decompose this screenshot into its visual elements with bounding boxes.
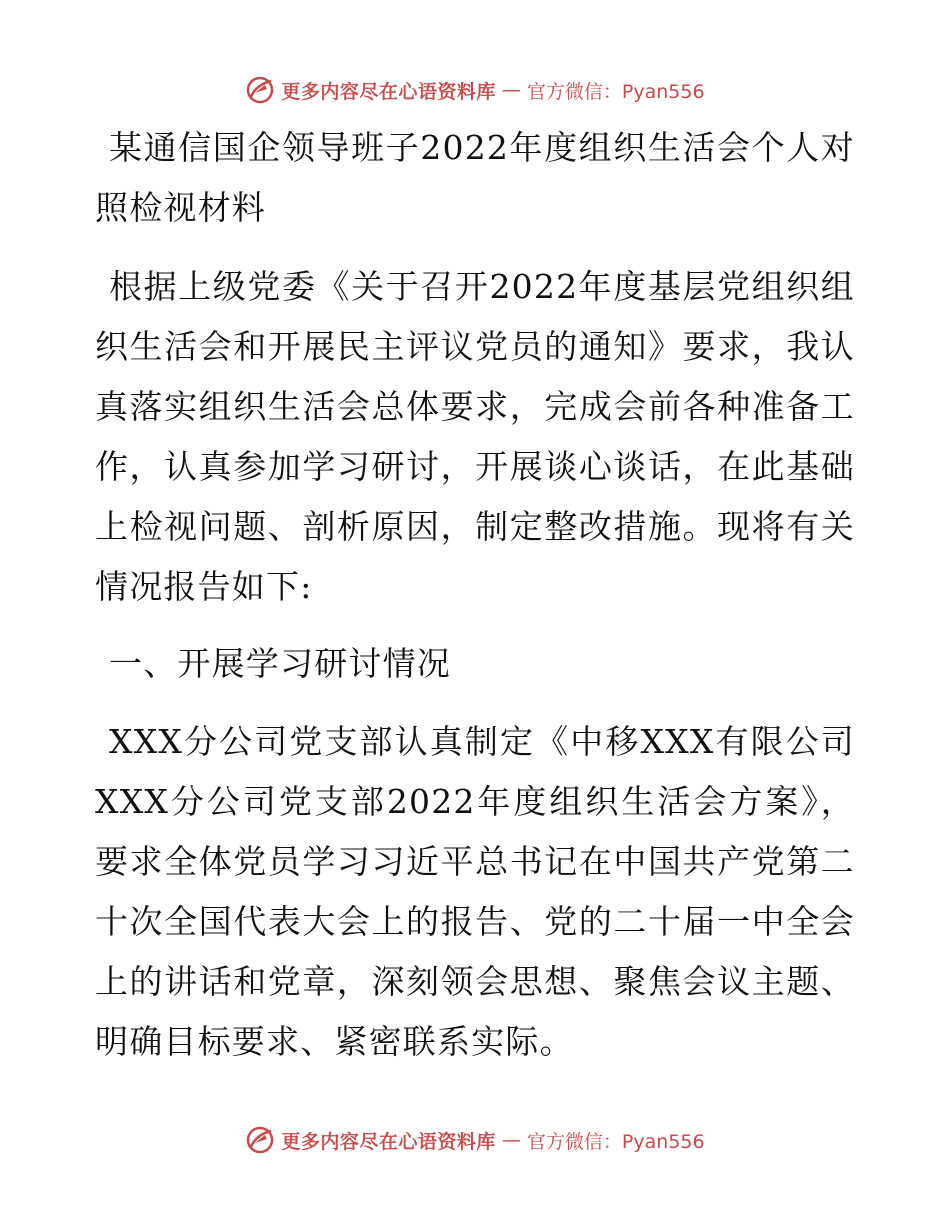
footer-watermark — [0, 1120, 950, 1160]
watermark-wechat: 官方微信：Pyan556 — [526, 1130, 705, 1153]
watermark-wechat: 官方微信：Pyan556 — [526, 80, 705, 103]
section-body: XXX分公司党支部认真制定《中移XXX有限公司XXX分公司党支部2022年度组织生活会方案》，要求全体党员学习习近平总书记在中国共产党第二十次全国代表大会上的报告、党的二十届一中全会上的讲话和党章，深刻领会思想、聚焦会议主题、明确目标要求、紧密联系实际。 — [95, 722, 855, 1061]
document-body — [95, 118, 855, 1089]
watermark-brand-text: 更多内容尽在心语资料库 — [281, 80, 496, 103]
header-watermark — [0, 70, 950, 110]
watermark-separator: — — [501, 1129, 521, 1151]
section-heading: 一、开展学习研讨情况 — [109, 644, 451, 683]
brand-logo-icon — [245, 1125, 275, 1155]
watermark-separator: — — [501, 79, 521, 101]
watermark-brand-text: 更多内容尽在心语资料库 — [281, 1130, 496, 1153]
intro-paragraph: 根据上级党委《关于召开2022年度基层党组织组织生活会和开展民主评议党员的通知》要求，我认真落实组织生活会总体要求，完成会前各种准备工作，认真参加学习研讨，开展谈心谈话，在此基础上检视问题、剖析原因，制定整改措施。现将有关情况报告如下: — [95, 267, 855, 606]
document-title: 某通信国企领导班子2022年度组织生活会个人对照检视材料 — [95, 128, 855, 227]
brand-logo-icon — [245, 75, 275, 105]
